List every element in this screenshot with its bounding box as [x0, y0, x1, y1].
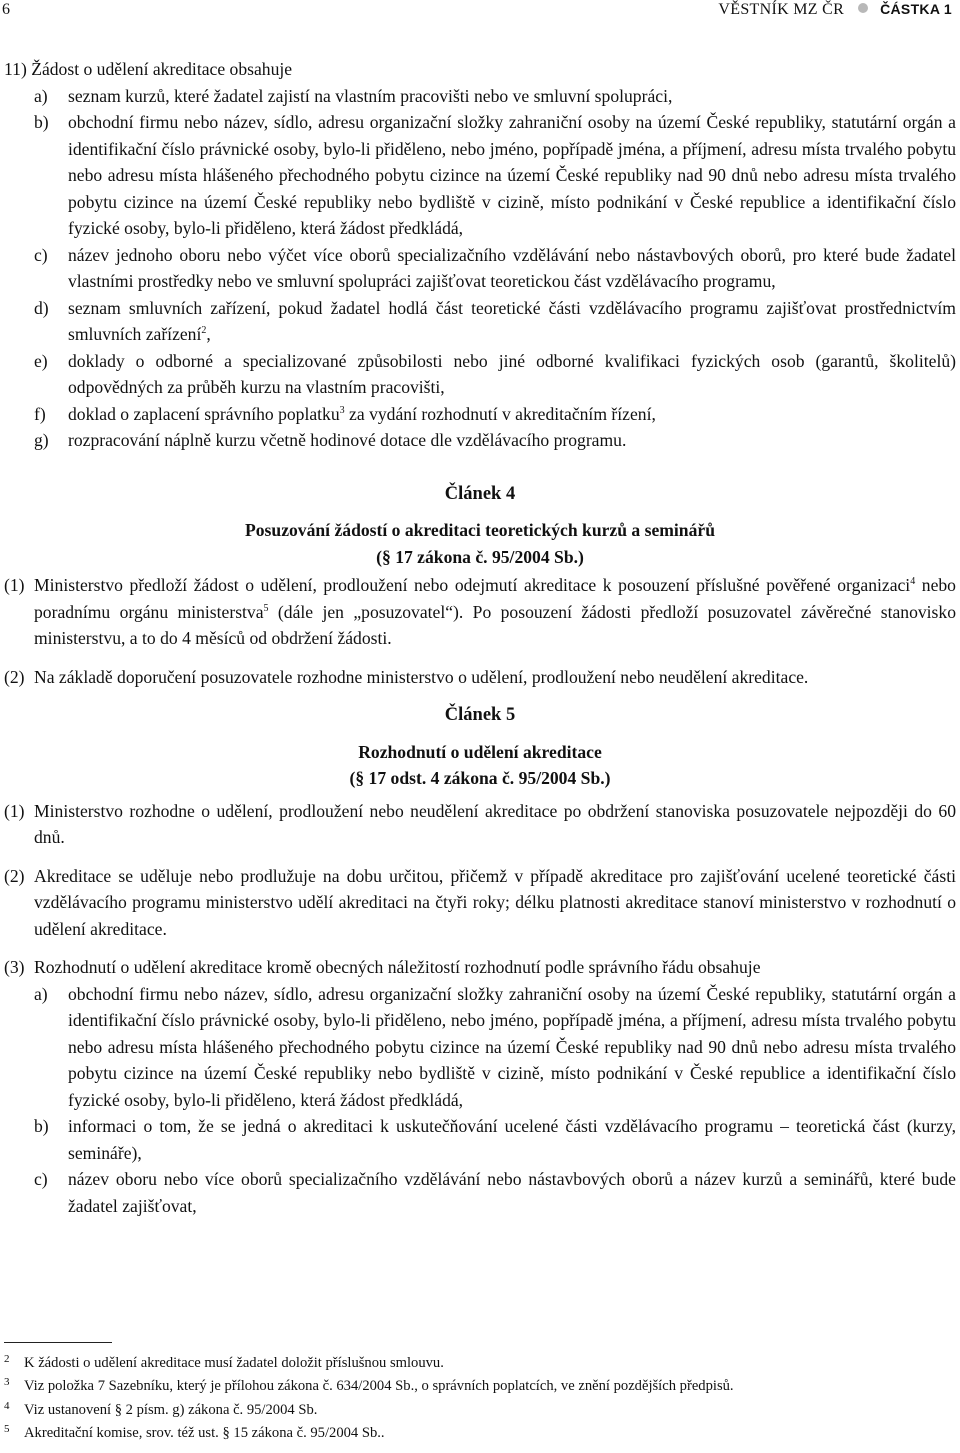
footnote — [4, 1422, 944, 1445]
list-text: obchodní firmu nebo název, sídlo, adresu organizační složky zahraniční osoby na území České republiky, statutární orgán a identifikační číslo právnické osoby, bylo-li přiděleno, nebo jméno, popřípadě jména, a příjmení, adresu místa trvalého pobytu nebo adresu místa hlášeného přechodného pobytu cizince na území České republiky nad 90 dnů nebo adresu místa trvalého pobytu cizince na území České republiky nebo bydliště v cizině, místo podnikání v České republice a identifikační číslo fyzické osoby, bylo-li přiděleno, která žádost předkládá, — [68, 983, 956, 1110]
page-header — [0, 0, 960, 26]
spacer — [4, 507, 956, 517]
para-text: Ministerstvo rozhodne o udělení, prodloužení nebo neudělení akreditace po obdržení stanoviska posuzovatele nejpozději do 60 dnů. — [34, 800, 956, 847]
spacer — [4, 652, 956, 664]
journal-title: VĚSTNÍK MZ ČR — [718, 1, 845, 18]
list-text: název oboru nebo více oborů specializačního vzdělávání nebo nástavbových oborů a název kurzů a seminářů, které bude žadatel zajišťovat, — [68, 1169, 956, 1216]
list-label: c) — [34, 244, 48, 265]
article-4-heading: Článek 4 — [444, 483, 516, 504]
para-text: nebo poradnímu orgánu ministerstva — [34, 575, 956, 622]
list-text: seznam kurzů, které žadatel zajistí na vlastním pracovišti nebo ve smluvní spolupráci, — [68, 85, 673, 106]
list-label: a) — [34, 983, 48, 1004]
article-5-heading: Článek 5 — [444, 705, 516, 725]
issue-part: ČÁSTKA 1 — [880, 1, 952, 17]
list-text: doklad o zaplacení správního poplatku — [68, 403, 340, 424]
list-label: b) — [34, 1116, 49, 1136]
list-item — [4, 427, 956, 454]
footnote-text: K žádosti o udělení akreditace musí žadatel doložit příslušnou smlouvu. — [24, 1355, 444, 1371]
article-4-reference: (§ 17 zákona č. 95/2004 Sb.) — [376, 546, 584, 567]
para-label: (1) — [4, 575, 25, 595]
list-text-tail: , — [206, 324, 211, 344]
document-body — [4, 56, 956, 1219]
footnote — [4, 1352, 944, 1375]
list-text-tail: za vydání rozhodnutí v akreditačním řízení, — [344, 403, 656, 424]
footnote — [4, 1375, 944, 1398]
list-label: g) — [34, 430, 49, 450]
para-label: (3) — [4, 957, 25, 977]
list-item — [4, 109, 956, 242]
footnote — [4, 1399, 944, 1422]
footnote-number: 5 — [4, 1422, 10, 1435]
article-5-para-2 — [4, 863, 956, 943]
list-text: doklady o odborné a specializované způsobilosti nebo jiné odborné kvalifikaci fyzických osob (garantů, školitelů) odpovědných za průběh kurzu na vlastním pracovišti, — [68, 350, 956, 397]
list-item — [4, 1113, 956, 1166]
article-5-para-1 — [4, 798, 956, 851]
list-item — [4, 295, 956, 348]
footnotes — [4, 1352, 944, 1445]
list-item — [4, 348, 956, 401]
article-4-para-2 — [4, 664, 956, 691]
list-text: informaci o tom, že se jedná o akreditaci k uskutečňování ucelené části vzdělávacího programu – teoretická část (kurzy, semináře), — [68, 1116, 956, 1163]
para-label: (2) — [4, 865, 25, 886]
para-text: Akreditace se uděluje nebo prodlužuje na dobu určitou, přičemž v případě akreditace pro zajišťování ucelené teoretické části vzdělávacího programu ministerstvo udělí akreditaci na čtyři roky; délku platnosti akreditace stanoví ministerstvo v rozhodnutí o udělení akreditace. — [34, 865, 956, 939]
header-right — [718, 1, 952, 19]
spacer — [4, 851, 956, 863]
footnote-text: Akreditační komise, srov. též ust. § 15 zákona č. 95/2004 Sb.. — [24, 1424, 385, 1441]
article-4-title: Posuzování žádostí o akreditaci teoretických kurzů a seminářů — [245, 520, 715, 540]
list-label: c) — [34, 1169, 48, 1189]
list-item — [4, 242, 956, 295]
list-label: a) — [34, 85, 48, 106]
list-label: f) — [34, 403, 46, 424]
spacer — [4, 729, 956, 739]
para-text: Ministerstvo předloží žádost o udělení, prodloužení nebo odejmutí akreditace k posouzení příslušné pověřené organizaci — [34, 575, 911, 595]
list-item — [4, 401, 956, 428]
article-5-title: Rozhodnutí o udělení akreditace — [358, 741, 602, 762]
spacer — [4, 942, 956, 954]
list-item — [4, 83, 956, 110]
list-item — [4, 981, 956, 1114]
footnote-number: 4 — [4, 1399, 10, 1412]
list-text: obchodní firmu nebo název, sídlo, adresu organizační složky zahraniční osoby na území České republiky, statutární orgán a identifikační číslo právnické osoby, bylo-li přiděleno, nebo jméno, popřípadě jména, a příjmení, adresu místa trvalého pobytu nebo adresu místa hlášeného přechodného pobytu cizince na území České republiky nad 90 dnů nebo adresu místa trvalého pobytu cizince na území České republiky nebo bydliště v cizině, místo podnikání v České republice a identifikační číslo fyzické osoby, bylo-li přiděleno, která žádost předkládá, — [68, 112, 956, 238]
para-text: Na základě doporučení posuzovatele rozhodne ministerstvo o udělení, prodloužení nebo neudělení akreditace. — [34, 666, 809, 687]
footnote-number: 2 — [4, 1353, 10, 1365]
article-5-reference: (§ 17 odst. 4 zákona č. 95/2004 Sb.) — [349, 768, 611, 788]
section-11-title: 11) Žádost o udělení akreditace obsahuje — [4, 59, 293, 79]
para-label: (2) — [4, 666, 25, 687]
list-label: d) — [34, 297, 49, 318]
footnote-divider — [4, 1342, 112, 1343]
footnote-ref: 2 — [201, 325, 207, 336]
list-label: e) — [34, 350, 48, 371]
para-label: (1) — [4, 800, 25, 821]
footnote-ref: 3 — [339, 404, 345, 416]
list-text: název jednoho oboru nebo výčet více oborů specializačního vzdělávání nebo nástavbových oborů, pro které bude žadatel vlastními prostředky nebo ve smluvní spolupráci zajišťovat teoretickou část vzdělávacího programu, — [68, 244, 956, 291]
list-text: rozpracování náplně kurzu včetně hodinové dotace dle vzdělávacího programu. — [68, 430, 627, 450]
footnote-text: Viz ustanovení § 2 písm. g) zákona č. 95/2004 Sb. — [24, 1401, 318, 1418]
spacer — [4, 690, 956, 702]
article-5-para-3 — [4, 954, 956, 981]
footnote-ref: 5 — [263, 602, 269, 614]
footnote-text: Viz položka 7 Sazebníku, který je přílohou zákona č. 634/2004 Sb., o správních poplatcích, ve znění pozdějších předpisů. — [24, 1378, 734, 1395]
spacer — [4, 454, 956, 481]
list-item — [4, 1166, 956, 1219]
list-text: seznam smluvních zařízení, pokud žadatel hodlá část teoretické části vzdělávacího programu zajišťovat prostřednictvím smluvních zařízení — [68, 297, 956, 344]
list-label: b) — [34, 112, 49, 132]
para-text: (dále jen „posuzovatel“). Po posouzení žádosti předloží posuzovatel závěrečné stanovisko ministerstvu, a to do 4 měsíců od obdržení žádosti. — [34, 601, 956, 648]
footnote-ref: 4 — [910, 576, 916, 587]
footnote-number: 3 — [4, 1376, 10, 1389]
bullet-icon — [858, 3, 868, 13]
article-4-para-1 — [4, 572, 956, 652]
para-text: Rozhodnutí o udělení akreditace kromě obecných náležitostí rozhodnutí podle správního řádu obsahuje — [34, 957, 761, 977]
page-number: 6 — [2, 1, 10, 18]
